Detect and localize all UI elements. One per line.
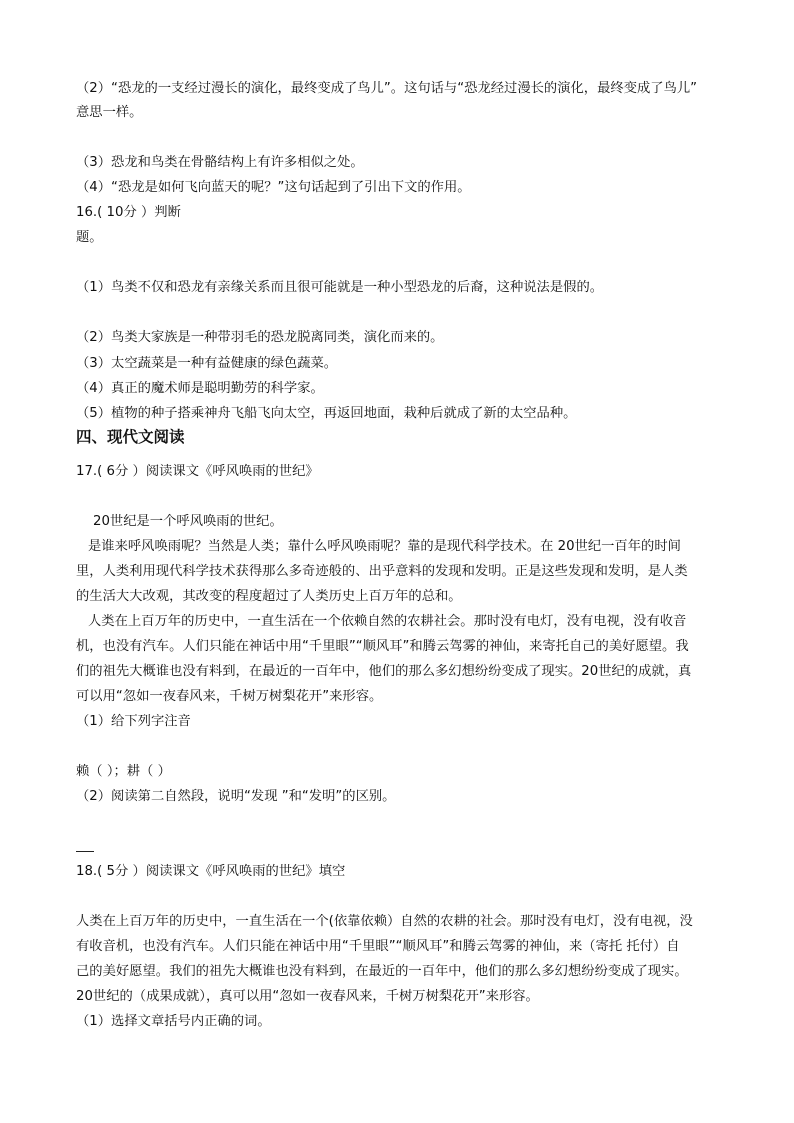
question-16-heading-cont: 题。	[76, 230, 103, 245]
passage-18-line2: 有收音机，也没有汽车。人们只能在神话中用“千里眼”“顺风耳”和腾云驾雾的神仙，来（寄托 托付）自	[76, 939, 680, 954]
passage-paragraph-3-line1: 人类在上百万年的历史中，一直生活在一个依赖自然的农耕社会。那时没有电灯，没有电视，没有收音	[88, 614, 687, 629]
question-15-sub4: （4）“恐龙是如何飞向蓝天的呢？”这句话起到了引出下文的作用。	[76, 180, 471, 195]
question-17-sub2: （2）阅读第二自然段，说明“发现 ”和“发明”的区别。	[76, 789, 396, 804]
passage-paragraph-3-line4: 可以用“忽如一夜春风来，千树万树梨花开”来形容。	[76, 689, 383, 704]
passage-paragraph-2-line3: 的生活大大改观，其改变的程度超过了人类历史上百万年的总和。	[76, 589, 462, 604]
answer-line	[76, 851, 94, 852]
passage-paragraph-1: 20世纪是一个呼风唤雨的世纪。	[93, 514, 283, 529]
passage-paragraph-2-line2: 里，人类利用现代科学技术获得那么多奇迹般的、出乎意料的发现和发明。正是这些发现和发明，是人类	[76, 564, 688, 579]
section-heading: 四、现代文阅读	[76, 428, 185, 446]
question-17-heading: 17.( 6分 ）阅读课文《呼风唤雨的世纪》	[76, 464, 319, 479]
passage-paragraph-3-line2: 机，也没有汽车。人们只能在神话中用“千里眼”“顺风耳”和腾云驾雾的神仙，来寄托自己的美好愿望。我	[76, 639, 689, 654]
passage-18-line3: 己的美好愿望。我们的祖先大概谁也没有料到，在最近的一百年中，他们的那么多幻想纷纷变成了现实。	[76, 964, 688, 979]
question-15-sub2-line1: （2）“恐龙的一支经过漫长的演化，最终变成了鸟儿”。这句话与“恐龙经过漫长的演化，最终变成了鸟儿”	[76, 81, 698, 96]
question-17-sub1: （1）给下列字注音	[76, 714, 191, 729]
question-18-heading: 18.( 5分 ）阅读课文《呼风唤雨的世纪》填空	[76, 864, 346, 879]
passage-18-line4: 20世纪的（成果成就），真可以用“忽如一夜春风来，千树万树梨花开”来形容。	[76, 989, 539, 1004]
passage-18-line1: 人类在上百万年的历史中，一直生活在一个(依靠依赖）自然的农耕的社会。那时没有电灯，没有电视，没	[76, 914, 693, 929]
passage-paragraph-3-line3: 们的祖先大概谁也没有料到，在最近的一百年中，他们的那么多幻想纷纷变成了现实。20世纪的成就，真	[76, 664, 692, 679]
passage-paragraph-2-line1: 是谁来呼风唤雨呢？当然是人类；靠什么呼风唤雨呢？靠的是现代科学技术。在 20世纪一百年的时间	[88, 539, 681, 554]
question-15-sub3: （3）恐龙和鸟类在骨骼结构上有许多相似之处。	[76, 155, 364, 170]
question-16-sub5: （5）植物的种子搭乘神舟飞船飞向太空，再返回地面，栽种后就成了新的太空品种。	[76, 406, 577, 421]
question-16-heading: 16.( 10分 ）判断	[76, 205, 181, 220]
question-16-sub4: （4）真正的魔术师是聪明勤劳的科学家。	[76, 381, 324, 396]
question-16-sub3: （3）太空蔬菜是一种有益健康的绿色蔬菜。	[76, 356, 338, 371]
question-17-sub1-answer-blanks: 赖（ ）；耕（ ）	[76, 764, 171, 779]
question-16-sub1: （1）鸟类不仅和恐龙有亲缘关系而且很可能就是一种小型恐龙的后裔，这种说法是假的。	[76, 280, 604, 295]
question-15-sub2-line2: 意思一样。	[76, 105, 143, 120]
question-16-sub2: （2）鸟类大家族是一种带羽毛的恐龙脱离同类，演化而来的。	[76, 330, 444, 345]
question-18-sub1: （1）选择文章括号内正确的词。	[76, 1014, 271, 1029]
